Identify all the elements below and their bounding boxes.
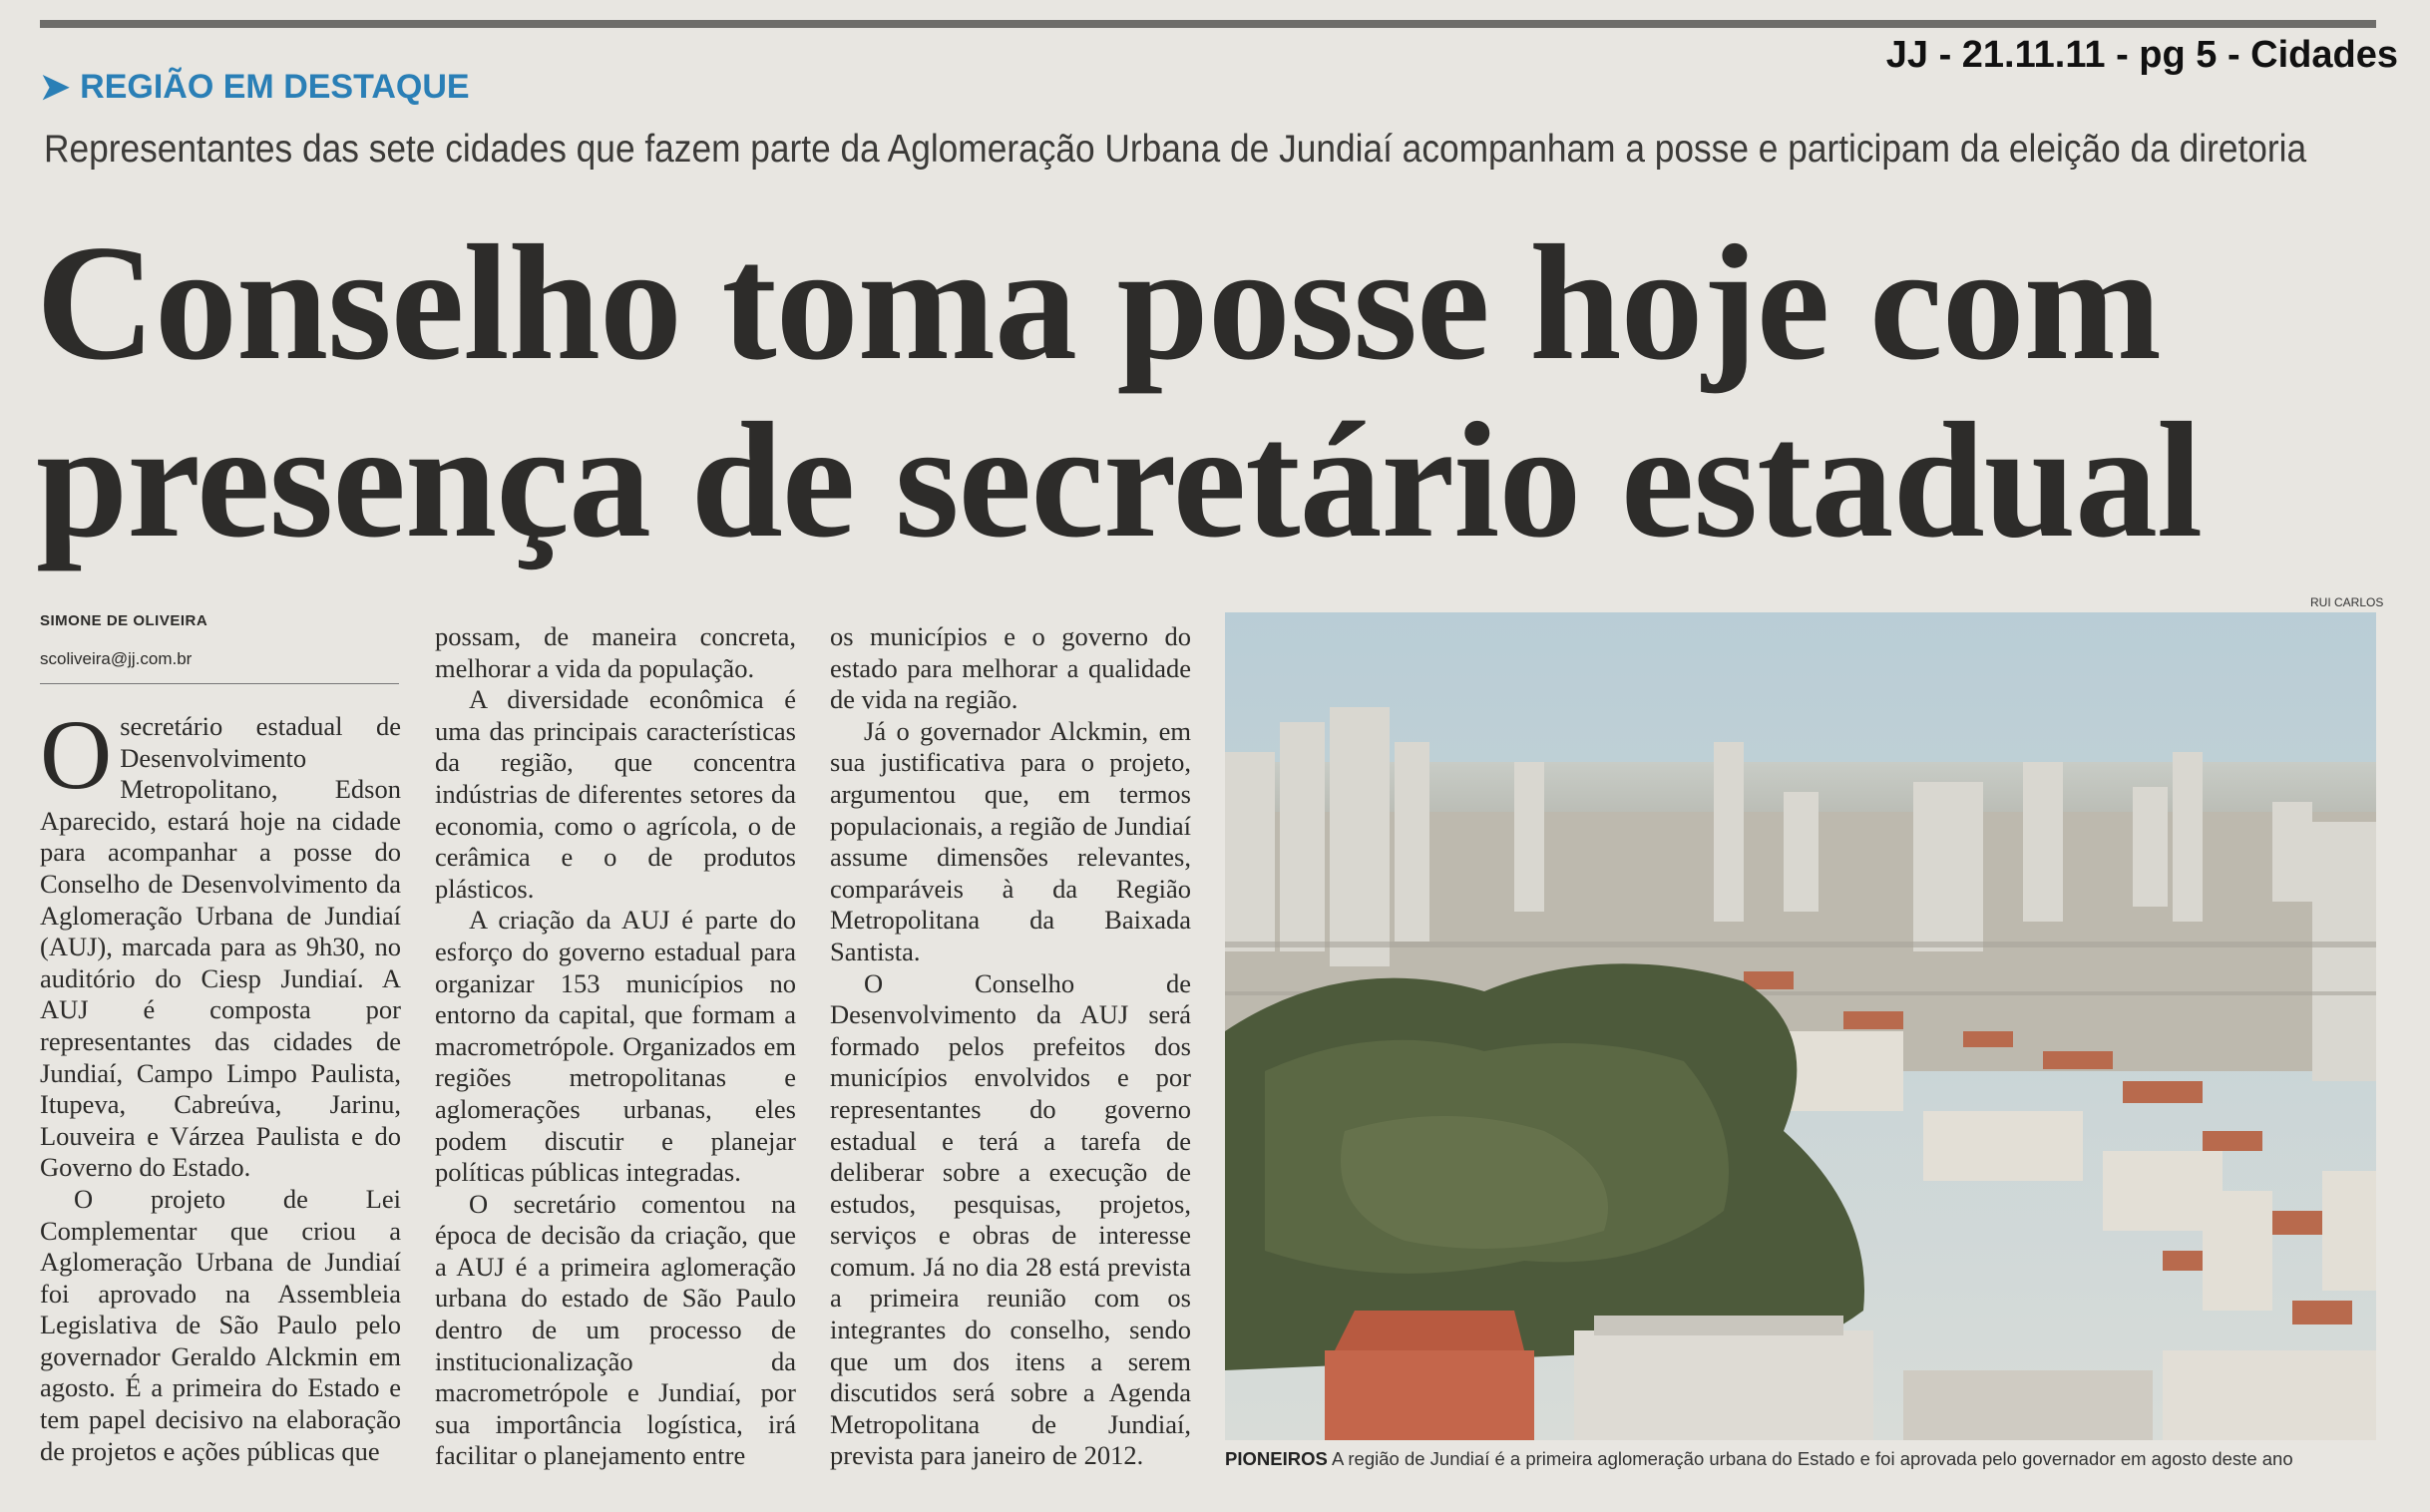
byline-email: scoliveira@jj.com.br — [40, 649, 193, 668]
byline-author: SIMONE DE OLIVEIRA — [40, 612, 208, 629]
paragraph: O projeto de Lei Complementar que criou a Aglomeração Urbana de Jundiaí foi aprovado na Assembleia Legislativa de São Paulo pelo governador Geraldo Alckmin em agosto. É a primeira do Estado e tem papel decisivo na elaboração de projetos e ações públicas que — [40, 1183, 401, 1466]
article-column-3 — [830, 621, 1191, 1472]
deck-subheadline: Representantes das sete cidades que fazem parte da Aglomeração Urbana de Jundiaí acompanham a posse e participam da eleição da diretoria — [44, 128, 2307, 171]
clipping-reference: JJ - 21.11.11 - pg 5 - Cidades — [1885, 34, 2398, 76]
city-skyline-image — [1225, 612, 2376, 1440]
headline — [36, 210, 2410, 571]
photo-credit: RUI CARLOS — [2310, 595, 2384, 609]
paragraph: A criação da AUJ é parte do esforço do governo estadual para organizar 153 municípios no entorno da capital, que formam a macrometrópole. Organizados em regiões metropolitanas e aglomerações urbanas, eles podem discutir e planejar políticas públicas integradas. — [435, 905, 796, 1188]
paragraph: O secretário comentou na época de decisão da criação, que a AUJ é a primeira aglomeração urbana do estado de São Paulo dentro de um processo de institucionalização da macrometrópole e Jundiaí, por sua importância logística, irá facilitar o planejamento entre — [435, 1188, 796, 1471]
arrow-right-icon: ➤ — [40, 66, 71, 107]
section-label — [40, 66, 470, 108]
paragraph — [40, 699, 401, 1184]
paragraph: os municípios e o governo do estado para melhorar a qualidade de vida na região. — [830, 621, 1191, 715]
top-rule — [40, 20, 2376, 28]
paragraph: possam, de maneira concreta, melhorar a vida da população. — [435, 621, 796, 683]
paragraph: A diversidade econômica é uma das principais características da região, que concentra indústrias de diferentes setores da economia, como o agrícola, o de cerâmica e o de produtos plásticos. — [435, 684, 796, 904]
headline-line-1: Conselho toma posse hoje com — [36, 210, 2161, 394]
byline-rule — [40, 683, 399, 684]
paragraph-text: secretário estadual de Desenvolvimento Metropolitano, Edson Aparecido, estará hoje na cidade para acompanhar a posse do Conselho de Desenvolvimento da Aglomeração Urbana de Jundiaí (AUJ), marcada para as 9h30, no auditório do Ciesp Jundiaí. A AUJ é composta por representantes das cidades de Jundiaí, Campo Limpo Paulista, Itupeva, Cabreúva, Jarinu, Louveira e Várzea Paulista e do Governo do Estado. — [40, 711, 401, 1183]
article-column-2 — [435, 621, 796, 1472]
section-label-text: REGIÃO EM DESTAQUE — [80, 67, 470, 106]
headline-line-2: presença de secretário estadual — [36, 388, 2203, 571]
photo-caption — [1225, 1448, 2382, 1470]
article-column-1 — [40, 699, 401, 1467]
caption-text: A região de Jundiaí é a primeira aglomeração urbana do Estado e foi aprovada pelo governador em agosto deste ano — [1331, 1448, 2293, 1469]
paragraph: O Conselho de Desenvolvimento da AUJ será formado pelos prefeitos dos municípios envolvidos e por representantes do governo estadual e terá a tarefa de deliberar sobre a execução de estudos, pesquisas, projetos, serviços e obras de interesse comum. Já no dia 28 está prevista a primeira reunião com os integrantes do conselho, sendo que um dos itens a serem discutidos será sobre a Agenda Metropolitana de Jundiaí, prevista para janeiro de 2012. — [830, 967, 1191, 1471]
city-photo — [1225, 612, 2376, 1440]
caption-kicker: PIONEIROS — [1225, 1448, 1328, 1469]
paragraph: Já o governador Alckmin, em sua justificativa para o projeto, argumentou que, em termos populacionais, a região de Jundiaí assume dimensões relevantes, comparáveis à da Região Metropolitana da Baixada Santista. — [830, 715, 1191, 966]
byline — [40, 612, 399, 684]
drop-cap: O — [40, 699, 113, 810]
